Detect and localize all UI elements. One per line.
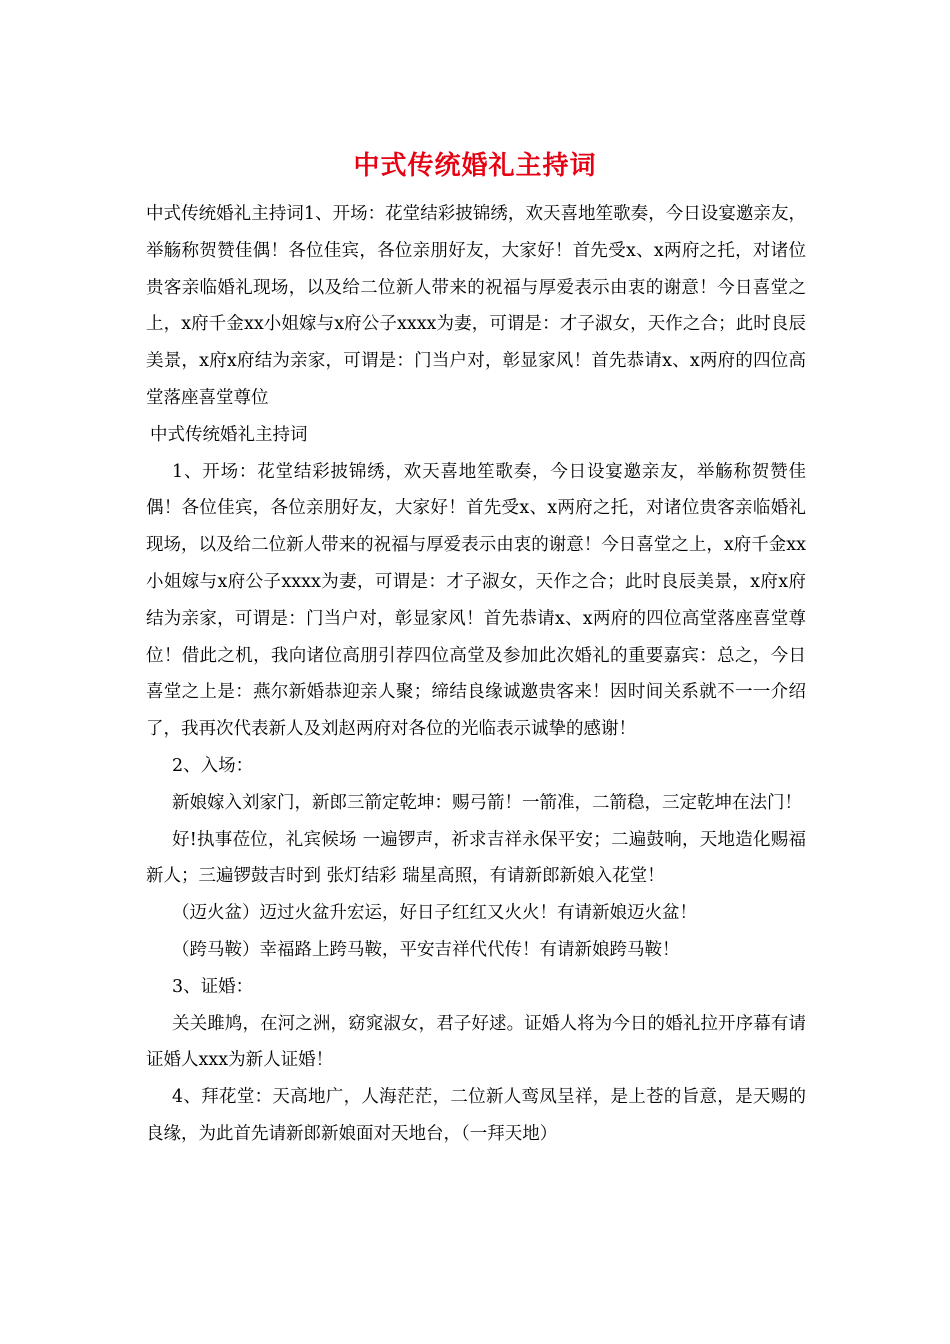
paragraph-fire-basin: （迈火盆）迈过火盆升宏运，好日子红红又火火！有请新娘迈火盆！ <box>172 903 697 924</box>
paragraph-opening: 1、开场：花堂结彩披锦绣，欢天喜地笙歌奏，今日设宴邀亲友，举觞称贺赞佳偶！各位佳宾，各位亲朋好友，大家好！首先受x、x两府之托，对诸位贵客亲临婚礼现场，以及给二位新人带来的祝福与厚爱表示由衷的谢意！今日喜堂之上，x府千金xx小姐嫁与x府公子xxxx为妻，可谓是：才子淑女，天作之合；此时良辰美景，x府x府结为亲家，可谓是：门当户对，彰显家风！首先恭请x、x两府的四位高堂落座喜堂尊位！借此之机，我向诸位高朋引荐四位高堂及参加此次婚礼的重要嘉宾：总之，今日喜堂之上是：燕尔新婚恭迎亲人聚；缔结良缘诚邀贵客来！因时间关系就不一一介绍了，我再次代表新人及刘赵两府对各位的光临表示诚挚的感谢！ <box>146 461 806 740</box>
paragraph-entrance-arrows: 新娘嫁入刘家门，新郎三箭定乾坤：赐弓箭！一箭准，二箭稳，三定乾坤在法门！ <box>172 792 802 813</box>
paragraph-bow-ceremony: 4、拜花堂：天高地广，人海茫茫，二位新人鸾凤呈祥，是上苍的旨意，是天赐的良缘，为此首先请新郎新娘面对天地台，（一拜天地） <box>146 1087 806 1144</box>
paragraph-witness: 关关雎鸠，在河之洲，窈窕淑女，君子好逑。证婚人将为今日的婚礼拉开序幕有请证婚人xxx为新人证婚！ <box>146 1013 806 1071</box>
document-title: 中式传统婚礼主持词 <box>353 151 597 181</box>
paragraph-saddle: （跨马鞍）幸福路上跨马鞍，平安吉祥代代传！有请新娘跨马鞍！ <box>172 939 680 960</box>
paragraph-entrance-drums: 好!执事莅位，礼宾候场 一遍锣声，祈求吉祥永保平安；二遍鼓响，天地造化赐福新人；三遍锣鼓吉时到 张灯结彩 瑞星高照，有请新郎新娘入花堂！ <box>146 829 806 887</box>
section-subtitle: 中式传统婚礼主持词 <box>150 424 308 445</box>
document-body <box>146 196 806 1153</box>
heading-witness: 3、证婚： <box>172 976 254 997</box>
heading-entrance: 2、入场： <box>172 755 254 776</box>
intro-paragraph: 中式传统婚礼主持词1、开场：花堂结彩披锦绣，欢天喜地笙歌奏，今日设宴邀亲友，举觞称贺赞佳偶！各位佳宾，各位亲朋好友，大家好！首先受x、x两府之托，对诸位贵客亲临婚礼现场，以及给二位新人带来的祝福与厚爱表示由衷的谢意！今日喜堂之上，x府千金xx小姐嫁与x府公子xxxx为妻，可谓是：才子淑女，天作之合；此时良辰美景，x府x府结为亲家，可谓是：门当户对，彰显家风！首先恭请x、x两府的四位高堂落座喜堂尊位 <box>146 204 806 408</box>
